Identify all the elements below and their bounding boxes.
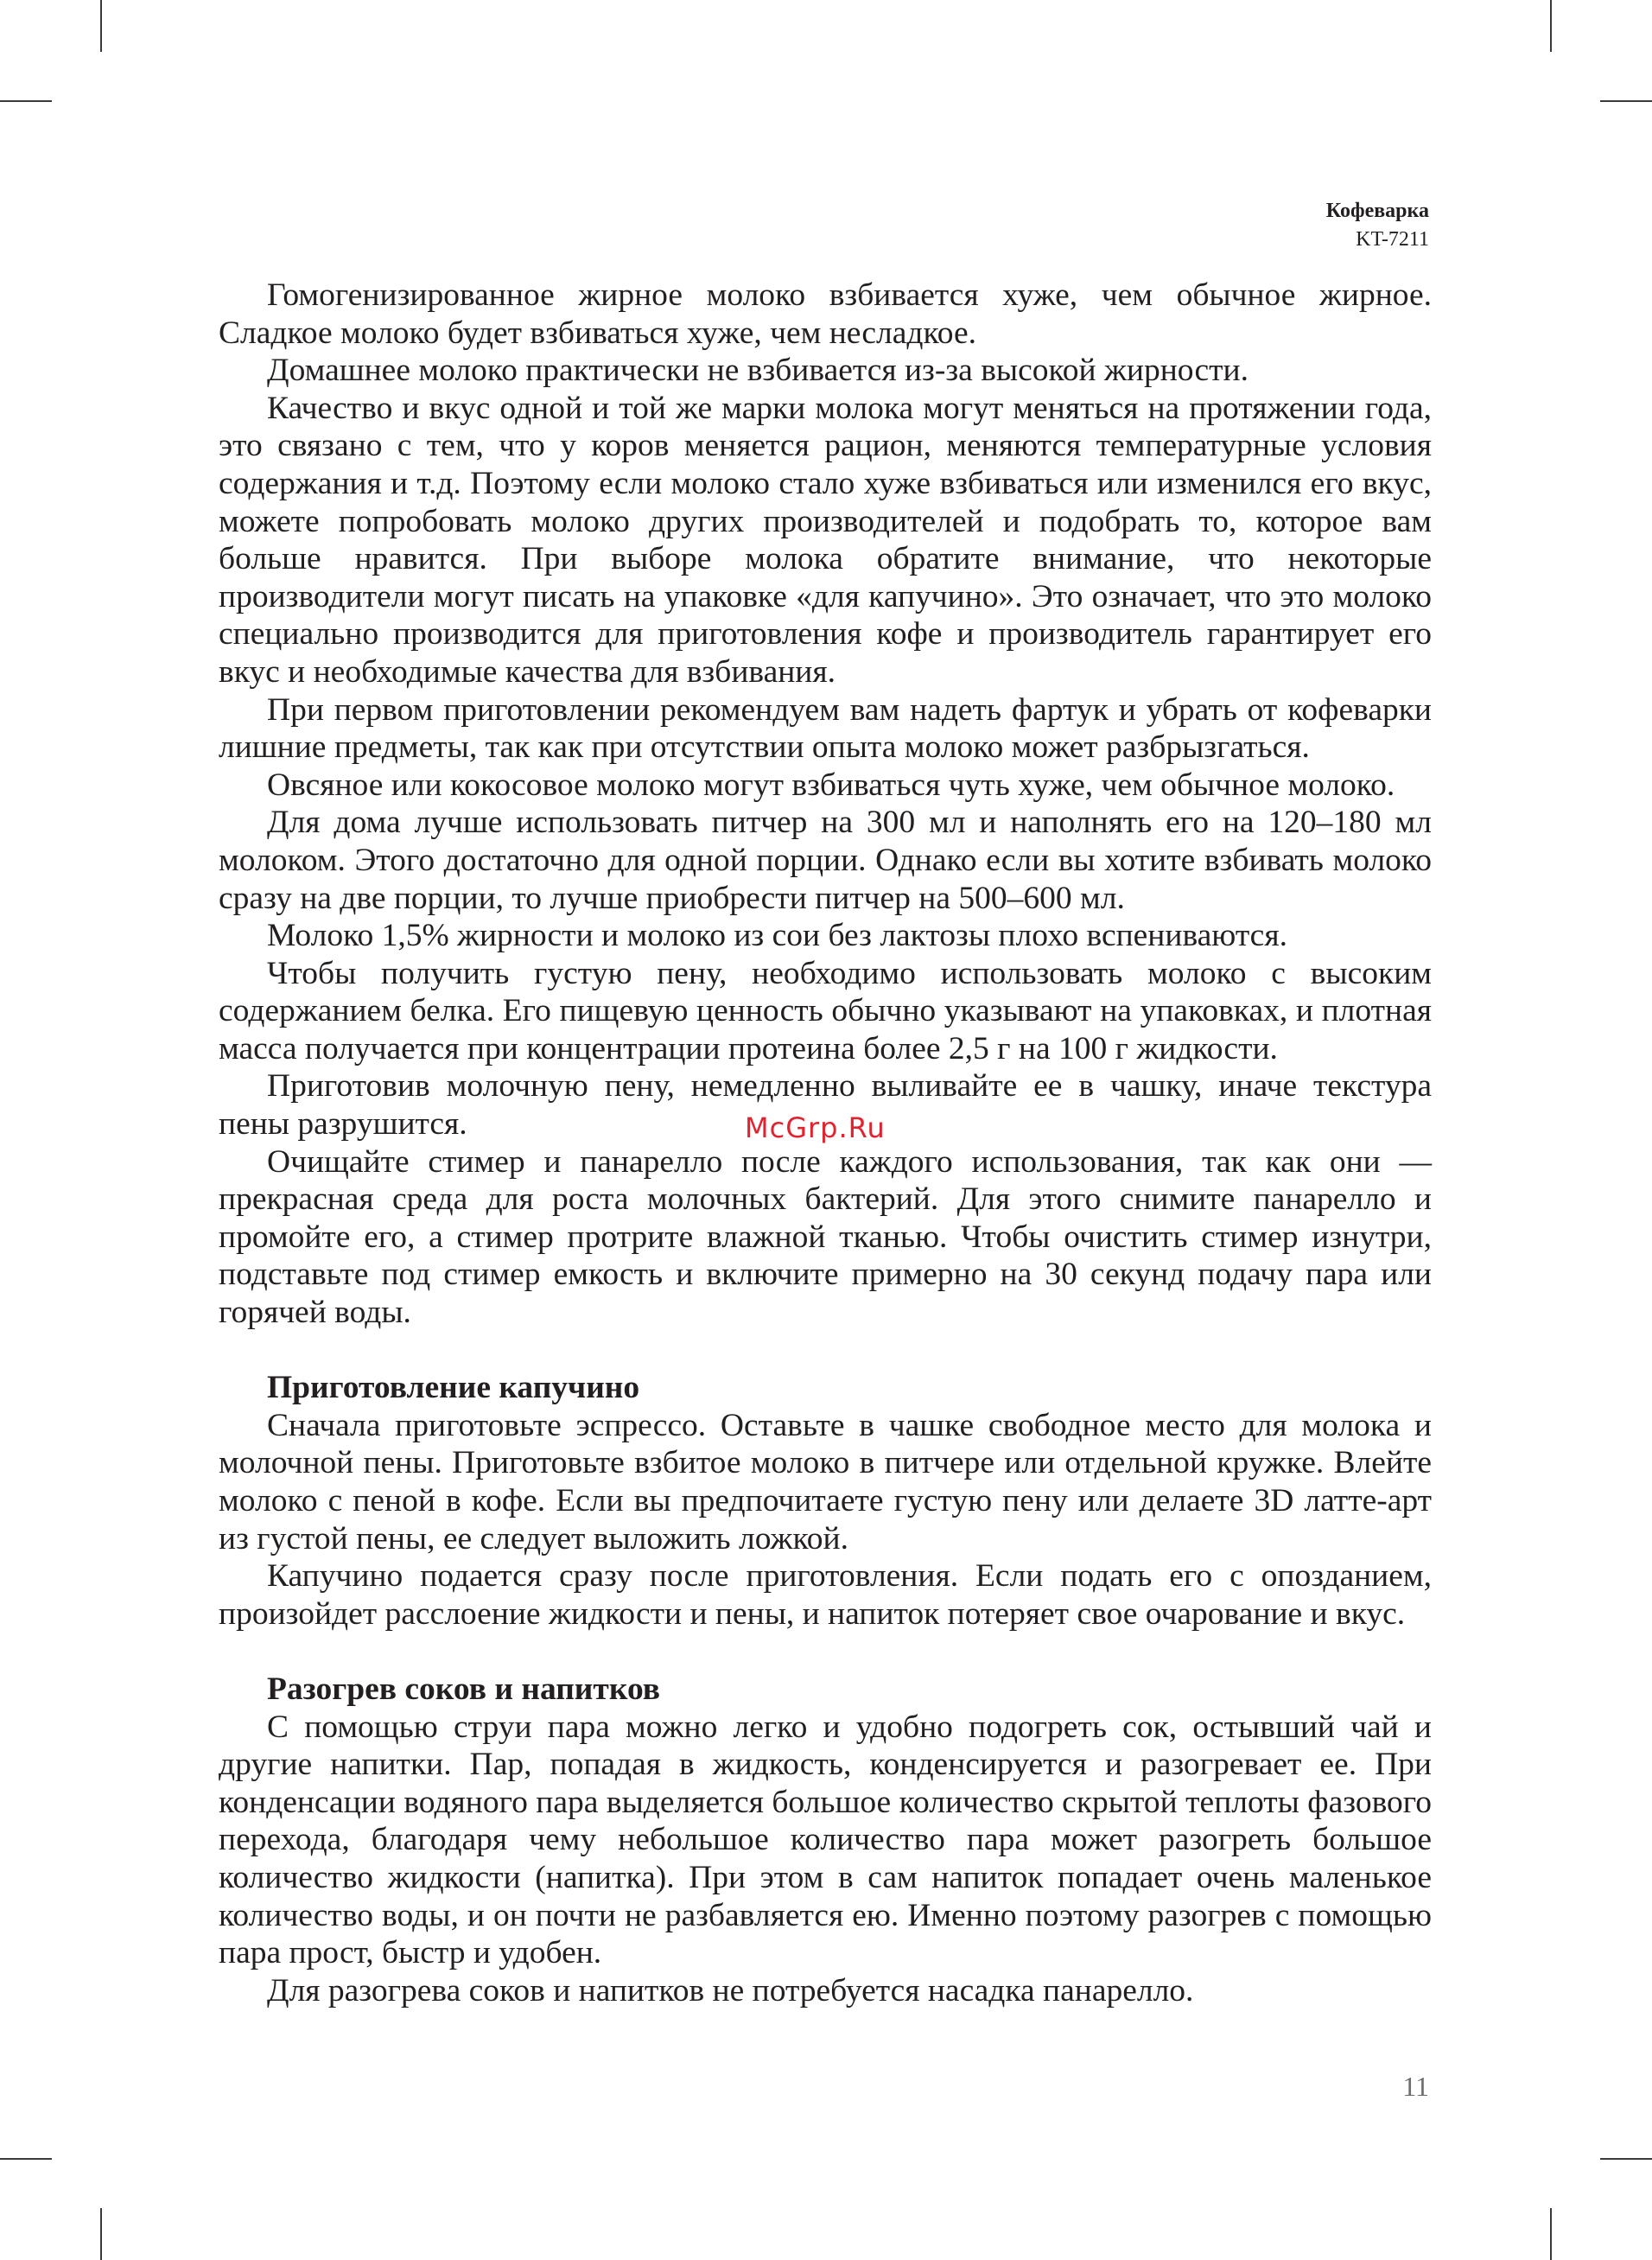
paragraph: Молоко 1,5% жирности и молоко из сои без лактозы плохо вспениваются.: [267, 918, 1287, 954]
paragraph: Приготовив молочную пену, немедленно выливайте ее в чашку, иначе текстура пены разрушится.: [219, 1068, 1432, 1143]
crop-mark-bottom-right: [1550, 2208, 1552, 2260]
paragraph: Для дома лучше использовать питчер на 300 мл и наполнять его на 120–180 мл молоком. Этого достаточно для одной порции. Однако если вы хотите взбивать молоко сразу на две порции, то лучше приобрести питчер на 500–600 мл.: [219, 805, 1432, 916]
paragraph: Очищайте стимер и панарелло после каждого использования, так как они — прекрасная среда для роста молочных бактерий. Для этого снимите панарелло и промойте его, а стимер протрите влажной тканью. Чтобы очистить стимер изнутри, подставьте под стимер емкость и включите примерно на 30 секунд подачу пара или горячей воды.: [219, 1143, 1432, 1331]
watermark: McGrp.Ru: [745, 1111, 886, 1144]
paragraph: Чтобы получить густую пену, необходимо использовать молоко с высоким содержанием белка. Его пищевую ценность обычно указывают на упаковках, и плотная масса получается при концентрации протеина более 2,5 г на 100 г жидкости.: [219, 955, 1432, 1066]
page-number: 11: [1402, 2071, 1429, 2102]
header-model: KT-7211: [1356, 228, 1429, 251]
paragraph: Сначала приготовьте эспрессо. Оставьте в чашке свободное место для молока и молочной пены. Приготовьте взбитое молоко в питчере или отдельной кружке. Влейте молоко с пеной в кофе. Если вы предпочитаете густую пену или делаете 3D латте-арт из густой пены, ее следует выложить ложкой.: [219, 1407, 1432, 1557]
section-heading-cappuccino: Приготовление капучино: [267, 1370, 640, 1406]
paragraph: Для разогрева соков и напитков не потребуется насадка панарелло.: [267, 1972, 1194, 2009]
paragraph: При первом приготовлении рекомендуем вам надеть фартук и убрать от кофеварки лишние предметы, так как при отсутствии опыта молоко может разбрызгаться.: [219, 691, 1432, 766]
crop-mark-top-left-h: [0, 100, 52, 102]
paragraph: Домашнее молоко практически не взбивается из-за высокой жирности.: [267, 353, 1249, 389]
crop-mark-bottom-left: [100, 2208, 102, 2260]
crop-mark-top-left: [100, 0, 102, 52]
paragraph: Капучино подается сразу после приготовления. Если подать его с опозданием, произойдет расслоение жидкости и пены, и напиток потеряет свое очарование и вкус.: [219, 1558, 1432, 1632]
paragraph: Овсяное или кокосовое молоко могут взбиваться чуть хуже, чем обычное молоко.: [267, 767, 1395, 803]
header-product: Кофеварка: [1325, 200, 1429, 222]
section-gap: [219, 1332, 1432, 1370]
paragraph: С помощью струи пара можно легко и удобно подогреть сок, остывший чай и другие напитки. Пар, попадая в жидкость, конденсируется и разогревает ее. При конденсации водяного пара выделяется большое количество скрытой теплоты фазового перехода, благодаря чему небольшое количество пара может разогреть большое количество жидкости (напитка). При этом в сам напиток попадает очень маленькое количество воды, и он почти не разбавляется ею. Именно поэтому разогрев с помощью пара прост, быстр и удобен.: [219, 1709, 1432, 1971]
crop-mark-top-right: [1550, 0, 1552, 52]
running-header: [1326, 197, 1429, 254]
paragraph: Качество и вкус одной и той же марки молока могут меняться на протяжении года, это связано с тем, что у коров меняется рацион, меняются температурные условия содержания и т.д. Поэтому если молоко стало хуже взбиваться или изменился его вкус, можете попробовать молоко других производителей и подобрать то, которое вам больше нравится. При выборе молока обратите внимание, что некоторые производители могут писать на упаковке «для капучино». Это означает, что это молоко специально производится для приготовления кофе и производитель гарантирует его вкус и необходимые качества для взбивания.: [219, 390, 1432, 690]
crop-mark-bottom-right-h: [1600, 2158, 1652, 2160]
crop-mark-top-right-h: [1600, 100, 1652, 102]
paragraph: Гомогенизированное жирное молоко взбивается хуже, чем обычное жирное. Сладкое молоко будет взбиваться хуже, чем несладкое.: [219, 277, 1432, 351]
section-gap: [219, 1633, 1432, 1671]
crop-mark-bottom-left-h: [0, 2158, 52, 2160]
section-heading-juices: Разогрев соков и напитков: [267, 1671, 661, 1707]
